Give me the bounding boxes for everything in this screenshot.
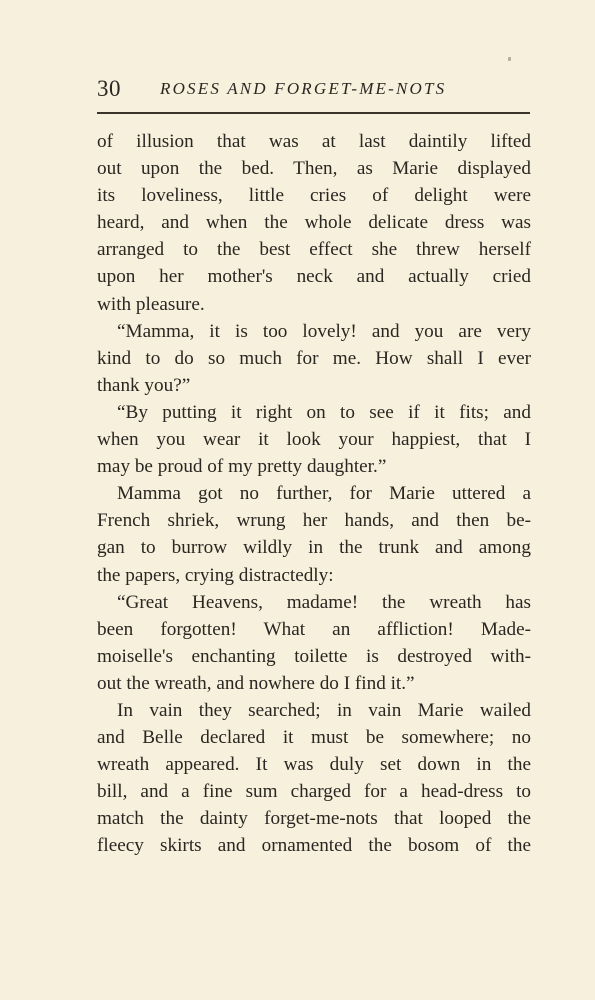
- header-rule: [97, 112, 530, 114]
- text-line: of illusion that was at last daintily lifted: [97, 131, 531, 152]
- text-line: French shriek, wrung her hands, and then be-: [97, 510, 531, 532]
- text-line: In vain they searched; in vain Marie wailed: [117, 699, 531, 721]
- text-line: arranged to the best effect she threw herself: [97, 239, 531, 261]
- text-line: “By putting it right on to see if it fits; and: [117, 401, 531, 423]
- text-line: moiselle's enchanting toilette is destroyed with-: [97, 645, 531, 667]
- text-line: thank you?”: [97, 374, 191, 396]
- text-line: bill, and a fine sum charged for a head-dress to: [97, 781, 531, 803]
- text-line: heard, and when the whole delicate dress was: [97, 212, 531, 234]
- paper-speck: [508, 57, 511, 61]
- text-line: kind to do so much for me. How shall I ever: [97, 347, 531, 369]
- text-line: wreath appeared. It was duly set down in the: [97, 754, 531, 776]
- page-header: [97, 76, 530, 106]
- body-text: [97, 128, 531, 860]
- text-line: and Belle declared it must be somewhere; no: [97, 727, 531, 749]
- text-line: out upon the bed. Then, as Marie displayed: [97, 158, 531, 180]
- text-line: out the wreath, and nowhere do I find it.”: [97, 672, 415, 694]
- text-line: its loveliness, little cries of delight were: [97, 185, 531, 207]
- text-line: match the dainty forget-me-nots that looped the: [97, 808, 531, 830]
- text-line: the papers, crying distractedly:: [97, 564, 334, 586]
- text-line: upon her mother's neck and actually cried: [97, 266, 531, 288]
- running-title: ROSES AND FORGET-ME-NOTS: [160, 79, 447, 98]
- text-line: been forgotten! What an affliction! Made-: [97, 618, 531, 640]
- text-line: fleecy skirts and ornamented the bosom of the: [97, 835, 531, 857]
- text-line: gan to burrow wildly in the trunk and among: [97, 537, 531, 559]
- text-line: “Great Heavens, madame! the wreath has: [117, 591, 531, 613]
- text-line: “Mamma, it is too lovely! and you are very: [117, 320, 531, 342]
- text-line: may be proud of my pretty daughter.”: [97, 456, 387, 478]
- text-line: with pleasure.: [97, 293, 205, 315]
- text-line: when you wear it look your happiest, that I: [97, 429, 531, 451]
- page-number: 30: [97, 76, 121, 101]
- text-line: Mamma got no further, for Marie uttered a: [117, 483, 531, 505]
